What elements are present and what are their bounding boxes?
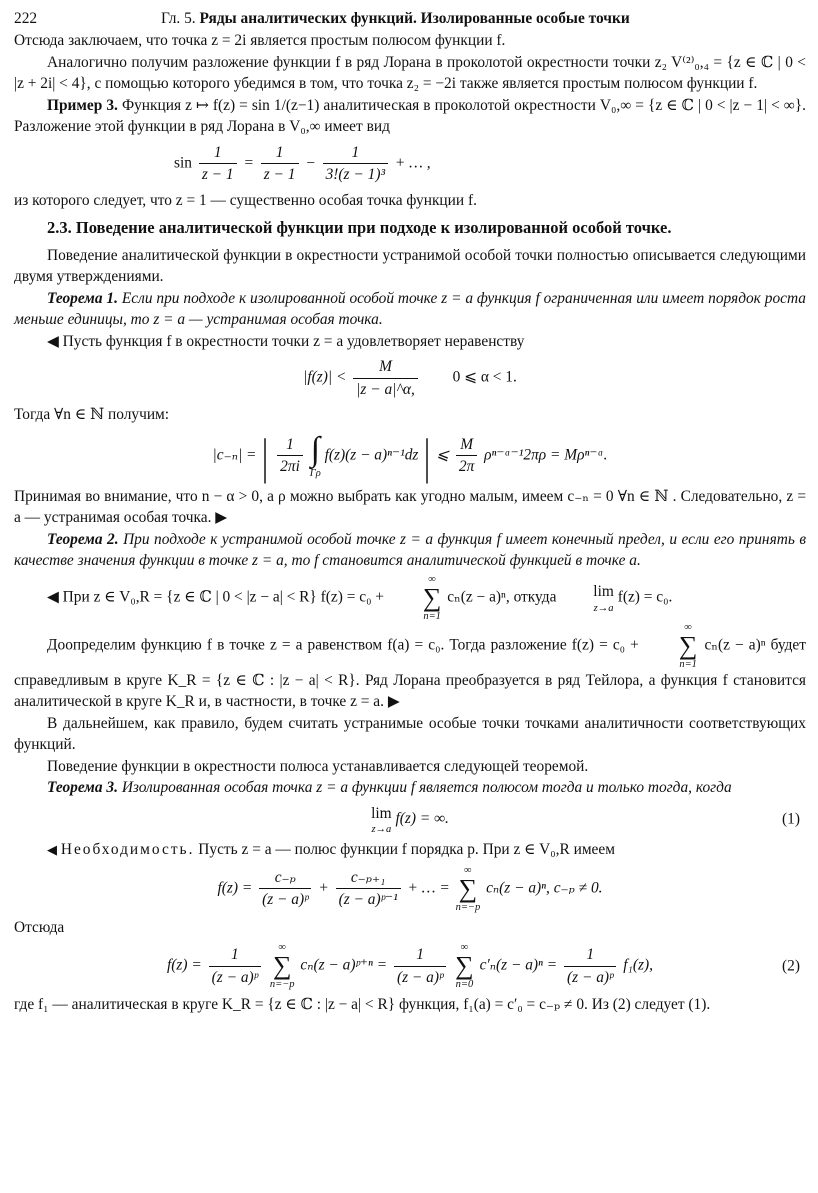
theorem-1-conclusion: Принимая во внимание, что n − α > 0, а ρ можно выбрать как угодно малым, имеем c₋ₙ = 0 ∀n ∈ ℕ . Следовательно, z = a — устранимая особая точка. ▶: [14, 487, 806, 526]
abs-bar-left: |: [262, 427, 269, 484]
contour-label: Γρ: [309, 468, 321, 479]
definition-part: cₙ(z − a)ⁿ будет справедливым в круге K_R = {z ∈ ℂ : |z − a| < R}. Ряд Лорана преобразуется в ряд Тейлора, а функция f становится аналитической в круге K_R и, в частности, в точке z = a. ▶: [14, 636, 806, 710]
numerator: 1: [261, 142, 299, 165]
lim-word: lim: [371, 804, 392, 822]
sum-lower: n=−p: [269, 979, 295, 990]
integrand: f(z)(z − a)ⁿ⁻¹dz: [324, 446, 419, 464]
sum-sign: ∞ ∑ n=−p: [455, 864, 481, 913]
sum-lower: n=1: [423, 610, 441, 622]
abs-bar-right: |: [424, 427, 431, 484]
fraction: [261, 142, 299, 186]
theorem-text: Если при подходе к изолированной особой точке z = a функция f ограниченная или имеет порядок роста меньше единицы, то z = a — устранимая особая точка.: [14, 289, 806, 328]
necessity-label: Необходимость.: [60, 841, 195, 858]
denominator: 2π: [458, 458, 475, 475]
integral-sign: ∫ Γρ: [309, 431, 321, 479]
sum-sign: ∞ ∑ n=−p: [269, 942, 295, 990]
theorem-2-proof: [14, 574, 806, 622]
numerator: c₋ₚ: [259, 867, 311, 890]
numerator: M: [353, 356, 418, 379]
proof-part: f(z) = c₀.: [617, 588, 673, 606]
sum-sign: ∞ ∑ n=0: [455, 942, 474, 990]
theorem-1: [14, 288, 806, 331]
fraction: [394, 944, 446, 988]
equals: =: [546, 956, 558, 974]
definition-part: Доопределим функцию f в точке z = a равенством f(a) = c₀. Тогда разложение f(z) = c₀ +: [47, 636, 639, 654]
sum-upper: ∞: [428, 573, 436, 585]
equation-number: (1): [782, 810, 800, 827]
bound-tail: ρⁿ⁻ᵅ⁻¹2πρ = Mρⁿ⁻ᵅ.: [484, 446, 608, 464]
theorem-2: [14, 529, 806, 572]
paragraph-intro: Поведение аналитической функции в окрестности устранимой особой точки полностью описывается следующими двумя утверждениями.: [14, 246, 806, 285]
denominator: z − 1: [201, 166, 234, 183]
formula-coefficient-bound: [14, 427, 806, 484]
example-label: Пример 3.: [47, 96, 118, 114]
necessity-text: Пусть z = a — полюс функции f порядка p. При z ∈ V₀,R имеем: [198, 841, 615, 858]
theorem-2-definition: [14, 622, 806, 713]
fraction: [336, 867, 401, 911]
series-tail: cₙ(z − a)ⁿ, c₋ₚ ≠ 0.: [486, 879, 603, 897]
fraction: [323, 142, 388, 186]
summand: cₙ(z − a)ᵖ⁺ⁿ: [300, 956, 373, 974]
paragraph-conclusion: Отсюда заключаем, что точка z = 2i является простым полюсом функции f.: [14, 32, 506, 49]
example-conclusion: из которого следует, что z = 1 — существенно особая точка функции f.: [14, 191, 477, 209]
equals: =: [376, 956, 388, 974]
page-header: [14, 6, 806, 30]
chapter-title: Ряды аналитических функций. Изолированные особые точки: [199, 10, 630, 27]
numerator: 1: [209, 944, 261, 967]
sum-lower: n=0: [455, 979, 474, 990]
eq1-rhs: f(z) = ∞.: [395, 809, 449, 827]
minus: −: [305, 154, 316, 172]
fraction: [564, 944, 616, 988]
inequality-condition: 0 ⩽ α < 1.: [452, 368, 517, 386]
formula-tail: + … ,: [394, 154, 431, 172]
theorem-text: При подходе к устранимой особой точке z = a функция f имеет конечный предел, и если его принять в качестве значения функции в точке z = a, то f становится аналитической функцией в точке a.: [14, 530, 806, 569]
equation-number: (2): [782, 957, 800, 975]
paragraph-remark: В дальнейшем, как правило, будем считать устранимые особые точки точками аналитичности соответствующих функций.: [14, 714, 806, 753]
sum-upper: ∞: [278, 942, 286, 953]
sum-sign: ∞ ∑ n=1: [646, 622, 698, 670]
f-eq: f(z) =: [167, 956, 202, 974]
sum-upper: ∞: [464, 864, 472, 876]
necessity-paragraph: ◀ Необходимость. Пусть z = a — полюс функции f порядка p. При z ∈ V₀,R имеем: [47, 841, 615, 858]
formula-inequality: [14, 356, 806, 400]
abs-f: |f(z)| <: [303, 368, 347, 386]
hence-text: Отсюда: [14, 918, 65, 936]
formula-pole-series: [14, 865, 806, 913]
limit: [560, 581, 614, 614]
fraction: [456, 434, 477, 478]
proof-start: ◀ Пусть функция f в окрестности точки z = a удовлетворяет неравенству: [47, 332, 525, 350]
lim-sub: z→a: [593, 602, 614, 614]
f1: f₁(z),: [623, 956, 653, 974]
sum-sign: ∞ ∑ n=1: [390, 574, 442, 622]
plus: +: [318, 879, 329, 897]
fraction: [199, 142, 237, 186]
sin-label: sin: [174, 154, 192, 172]
leq: ⩽: [436, 446, 450, 464]
page-number: 222: [14, 10, 38, 27]
denominator: (z − a)ᵖ⁻¹: [338, 891, 398, 908]
denominator: 3!(z − 1)³: [325, 166, 386, 183]
denominator: (z − a)ᵖ: [211, 968, 259, 986]
lim-word: lim: [593, 583, 614, 601]
denominator: 2πi: [280, 458, 300, 475]
proof-part: ◀ При z ∈ V₀,R = {z ∈ ℂ | 0 < |z − a| < R} f(z) = c₀ +: [47, 588, 384, 606]
summand: c′ₙ(z − a)ⁿ: [479, 956, 543, 974]
numerator: 1: [199, 142, 237, 165]
formula-1: [14, 803, 806, 836]
sum-lower: n=−p: [455, 901, 481, 913]
f-eq: f(z) =: [217, 879, 253, 897]
denominator: |z − a|^α,: [356, 380, 415, 398]
proof-part: cₙ(z − a)ⁿ, откуда: [447, 588, 557, 606]
sum-lower: n=1: [679, 658, 697, 670]
sum-upper: ∞: [684, 621, 692, 633]
equals: =: [243, 154, 254, 172]
theorem-label: Теорема 1.: [47, 289, 118, 307]
denominator: (z − a)ᵖ: [396, 968, 444, 986]
running-title: [161, 8, 630, 30]
fraction: [277, 434, 303, 478]
lim-sub: z→a: [371, 824, 392, 835]
fraction: [259, 867, 311, 911]
denominator: (z − a)ᵖ: [262, 891, 309, 908]
formula-sin-expansion: [174, 142, 806, 186]
paragraph-pole: Поведение функции в окрестности полюса устанавливается следующей теоремой.: [47, 757, 589, 775]
numerator: 1: [564, 944, 616, 967]
numerator: M: [456, 434, 477, 457]
numerator: 1: [323, 142, 388, 165]
fraction: [209, 944, 261, 988]
paragraph-laurent: Аналогично получим разложение функции f в ряд Лорана в проколотой окрестности точки z₂ V⁽²⁾₀,₄ = {z ∈ ℂ | 0 < |z + 2i| < 4}, с помощью которого убедимся в том, что точка z₂ = −2i также является простым полюсом функции f.: [14, 53, 806, 92]
fraction: [353, 356, 418, 400]
numerator: c₋ₚ₊₁: [336, 867, 401, 890]
example-text: Функция z ↦ f(z) = sin 1/(z−1) аналитическая в проколотой окрестности V₀,∞ = {z ∈ ℂ | 0 < |z − 1| < ∞}. Разложение этой функции в ряд Лорана в V₀,∞ имеет вид: [14, 96, 807, 135]
plus-dots: + … =: [407, 879, 450, 897]
theorem-3: [14, 777, 806, 799]
coef-abs: |c₋ₙ| =: [212, 446, 257, 464]
final-paragraph: где f₁ — аналитическая в круге K_R = {z ∈ ℂ : |z − a| < R} функция, f₁(a) = c′₀ = c₋ₚ ≠ 0. Из (2) следует (1).: [14, 996, 711, 1013]
limit: [371, 803, 392, 836]
sum-upper: ∞: [460, 942, 469, 953]
formula-2: [14, 942, 806, 990]
numerator: 1: [277, 434, 303, 457]
chapter-label: Гл. 5.: [161, 10, 196, 27]
theorem-label: Теорема 3.: [47, 779, 118, 796]
numerator: 1: [394, 944, 446, 967]
theorem-text: Изолированная особая точка z = a функции f является полюсом тогда и только тогда, когда: [121, 779, 732, 796]
page: [14, 6, 806, 1016]
then-text: Тогда ∀n ∈ ℕ получим:: [14, 406, 170, 423]
example-3: [14, 95, 806, 138]
denominator: (z − a)ᵖ: [567, 968, 614, 986]
denominator: z − 1: [263, 166, 296, 183]
section-title: 2.3. Поведение аналитической функции при подходе к изолированной особой точке.: [47, 218, 672, 237]
theorem-label: Теорема 2.: [47, 530, 119, 548]
